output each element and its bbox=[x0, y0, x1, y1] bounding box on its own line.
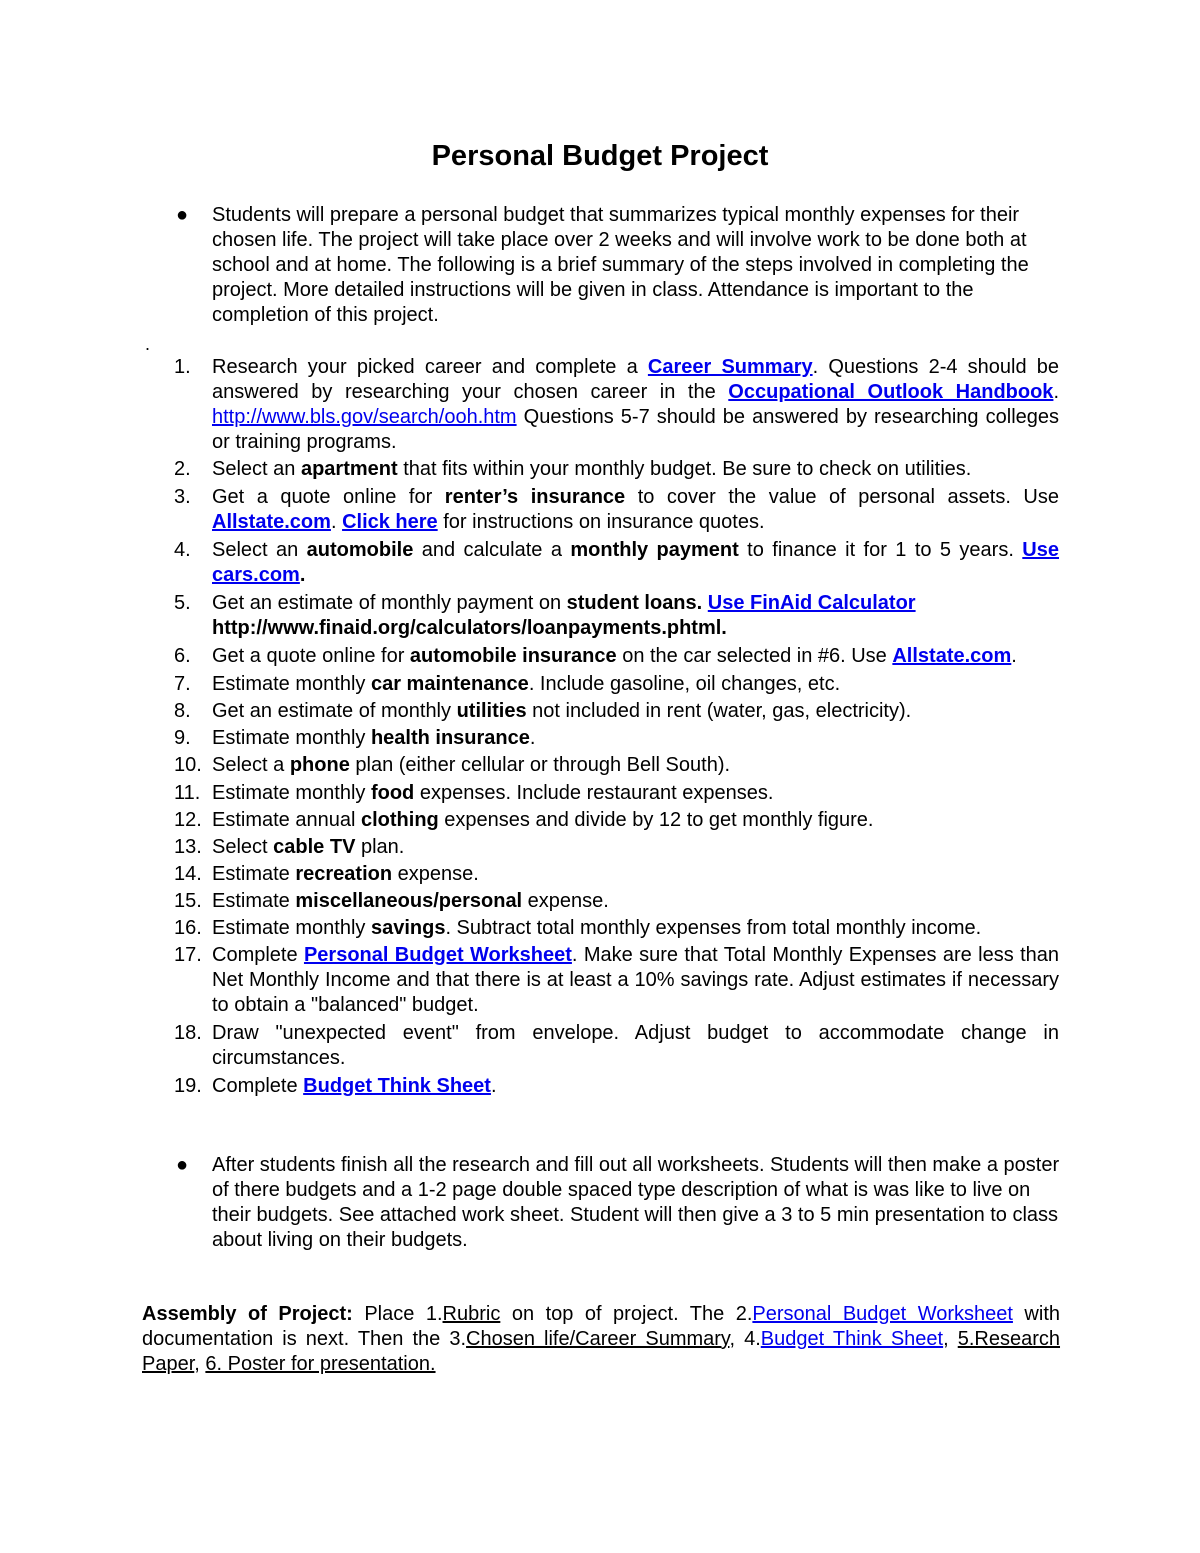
bullet-icon: ● bbox=[176, 1154, 189, 1176]
steps-list bbox=[174, 355, 1060, 1099]
step-number: 13. bbox=[174, 836, 202, 858]
budget-think-sheet-link[interactable]: Budget Think Sheet bbox=[303, 1075, 491, 1097]
step-text: Get an estimate of monthly payment on bbox=[212, 592, 567, 614]
poster-item: 6. Poster for presentation. bbox=[205, 1353, 436, 1375]
step-1 bbox=[174, 355, 1060, 455]
step-16 bbox=[174, 916, 1059, 941]
assembly-text: on top of project. The 2. bbox=[500, 1303, 753, 1325]
step-number: 17. bbox=[174, 944, 202, 966]
intro-paragraph bbox=[176, 203, 1062, 328]
step-11 bbox=[174, 781, 1059, 806]
step-14 bbox=[174, 862, 1059, 887]
step-10 bbox=[174, 753, 1059, 778]
step-13 bbox=[174, 835, 1059, 860]
career-summary-link[interactable]: Career Summary bbox=[647, 356, 813, 378]
step-text: . Questions 2-4 should be answered by researching your chosen career in the bbox=[212, 356, 1060, 403]
intro-text: Students will prepare a personal budget that summarizes typical monthly expenses for their chosen life. The project will take place over 2 weeks and will involve work to be done both at school and at home. The following is a brief summary of the steps involved in completing the project. More detailed instructions will be given in class. Attendance is important to the completion of this project. bbox=[212, 204, 1029, 326]
step-text: and calculate a bbox=[413, 539, 571, 561]
step-text: not included in rent (water, gas, electricity). bbox=[526, 700, 912, 722]
finaid-url: http://www.finaid.org/calculators/loanpayments.phtml. bbox=[212, 617, 727, 639]
step-number: 19. bbox=[174, 1075, 202, 1097]
step-text: Get a quote online for bbox=[212, 645, 410, 667]
step-12 bbox=[174, 808, 1059, 833]
step-text: expenses and divide by 12 to get monthly figure. bbox=[438, 809, 874, 831]
step-number: 15. bbox=[174, 890, 202, 912]
step-keyword: cable TV bbox=[273, 836, 356, 858]
step-text: . bbox=[1011, 645, 1017, 667]
step-text: Estimate monthly bbox=[212, 782, 371, 804]
step-keyword: miscellaneous/personal bbox=[295, 890, 523, 912]
step-text: Estimate monthly bbox=[212, 727, 371, 749]
research-paper-item: 5.Research Paper bbox=[142, 1328, 1061, 1375]
step-text: . bbox=[299, 564, 306, 586]
step-number: 1. bbox=[174, 356, 191, 378]
step-text: Estimate monthly bbox=[212, 917, 371, 939]
step-18 bbox=[174, 1021, 1059, 1071]
step-text: expenses. Include restaurant expenses. bbox=[414, 782, 774, 804]
step-text: Estimate bbox=[212, 863, 296, 885]
assembly-text: Place 1. bbox=[352, 1303, 443, 1325]
step-keyword: savings bbox=[370, 917, 446, 939]
step-text: . bbox=[1053, 381, 1059, 403]
step-text: Research your picked career and complete a bbox=[212, 356, 648, 378]
assembly-paragraph bbox=[142, 1302, 1060, 1377]
allstate-link-2[interactable]: Allstate.com bbox=[892, 645, 1012, 667]
step-number: 11. bbox=[174, 782, 201, 804]
think-sheet-link[interactable]: Budget Think Sheet bbox=[760, 1328, 944, 1350]
step-17 bbox=[174, 943, 1060, 1018]
step-text: . bbox=[330, 511, 343, 533]
step-5 bbox=[174, 591, 1059, 641]
step-8 bbox=[174, 699, 1059, 724]
assembly-text: with documentation is next. Then the 3. bbox=[142, 1303, 1060, 1350]
step-keyword: clothing bbox=[360, 809, 439, 831]
step-number: 18. bbox=[174, 1022, 202, 1044]
step-text: Select bbox=[212, 836, 274, 858]
career-summary-item: Chosen life/Career Summary bbox=[466, 1328, 730, 1350]
step-19 bbox=[174, 1074, 1059, 1099]
step-4 bbox=[174, 538, 1059, 588]
step-text: Get an estimate of monthly bbox=[212, 700, 457, 722]
step-text: that fits within your monthly budget. Be sure to check on utilities. bbox=[397, 458, 972, 480]
allstate-link[interactable]: Allstate.com bbox=[212, 511, 331, 533]
step-keyword: automobile insurance bbox=[409, 645, 617, 667]
cars-com-link[interactable]: Use cars.com bbox=[212, 539, 1059, 586]
step-number: 8. bbox=[174, 700, 191, 722]
step-keyword: recreation bbox=[295, 863, 393, 885]
step-number: 3. bbox=[174, 486, 191, 508]
page-title: Personal Budget Project bbox=[431, 140, 769, 172]
finaid-calculator-link[interactable]: Use FinAid Calculator bbox=[707, 592, 916, 614]
bullet-icon: ● bbox=[176, 204, 189, 226]
step-text: Select an bbox=[212, 458, 301, 480]
step-text: Get a quote online for bbox=[212, 486, 445, 508]
step-keyword: health insurance bbox=[370, 727, 530, 749]
step-number: 12. bbox=[174, 809, 202, 831]
step-number: 10. bbox=[174, 754, 202, 776]
step-text: . bbox=[529, 727, 536, 749]
step-keyword: phone bbox=[289, 754, 350, 776]
step-keyword: food bbox=[370, 782, 415, 804]
step-7 bbox=[174, 672, 1059, 697]
step-text: plan (either cellular or through Bell South). bbox=[349, 754, 731, 776]
personal-budget-worksheet-link[interactable]: Personal Budget Worksheet bbox=[303, 944, 572, 966]
step-keyword: automobile bbox=[306, 539, 414, 561]
step-text: Questions 5-7 should be answered by researching colleges or training programs. bbox=[212, 406, 1059, 453]
step-text: . bbox=[490, 1075, 497, 1097]
assembly-text: , bbox=[194, 1353, 206, 1375]
step-text: Complete bbox=[212, 944, 304, 966]
assembly-label: Assembly of Project: bbox=[142, 1303, 353, 1325]
closing-text: After students finish all the research and fill out all worksheets. Students will then make a poster of there budgets and a 1-2 page double spaced type description of what is was like to live on their budgets. See attached work sheet. Student will then give a 3 to 5 min presentation to class about living on their budgets. bbox=[212, 1154, 1060, 1251]
step-text: . Subtract total monthly expenses from total monthly income. bbox=[445, 917, 982, 939]
step-number: 2. bbox=[174, 458, 191, 480]
step-text: on the car selected in #6. Use bbox=[616, 645, 893, 667]
step-text: Estimate monthly bbox=[212, 673, 371, 695]
occupational-outlook-link[interactable]: Occupational Outlook Handbook bbox=[728, 381, 1054, 403]
step-number: 4. bbox=[174, 539, 191, 561]
step-text: Draw "unexpected event" from envelope. Adjust budget to accommodate change in circumstances. bbox=[212, 1022, 1059, 1069]
step-text: for instructions on insurance quotes. bbox=[437, 511, 765, 533]
step-number: 16. bbox=[174, 917, 202, 939]
step-3 bbox=[174, 485, 1059, 535]
step-text: to cover the value of personal assets. Use bbox=[625, 486, 1059, 508]
stray-mark: . bbox=[145, 334, 151, 354]
step-keyword: apartment bbox=[300, 458, 398, 480]
step-number: 7. bbox=[174, 673, 191, 695]
click-here-link[interactable]: Click here bbox=[342, 511, 438, 533]
step-text: expense. bbox=[522, 890, 609, 912]
step-keyword: car maintenance bbox=[370, 673, 529, 695]
step-keyword: student loans. bbox=[566, 592, 703, 614]
rubric-item: Rubric bbox=[442, 1303, 501, 1325]
assembly-text: , 4. bbox=[729, 1328, 761, 1350]
step-text: Select an bbox=[212, 539, 307, 561]
step-number: 5. bbox=[174, 592, 191, 614]
step-text: plan. bbox=[355, 836, 405, 858]
step-text: . Include gasoline, oil changes, etc. bbox=[528, 673, 841, 695]
step-text: . Make sure that Total Monthly Expenses are less than Net Monthly Income and that there is at least a 10% savings rate. Adjust estimates if necessary to obtain a "balanced" budget. bbox=[212, 944, 1060, 1016]
step-text: Estimate bbox=[212, 890, 296, 912]
step-keyword: utilities bbox=[456, 700, 527, 722]
worksheet-link[interactable]: Personal Budget Worksheet bbox=[752, 1303, 1013, 1325]
step-6 bbox=[174, 644, 1059, 669]
closing-paragraph bbox=[176, 1153, 1062, 1253]
step-keyword: renter’s insurance bbox=[444, 486, 626, 508]
step-text: Complete bbox=[212, 1075, 304, 1097]
step-9 bbox=[174, 726, 1059, 751]
step-number: 6. bbox=[174, 645, 191, 667]
step-text: Estimate annual bbox=[212, 809, 361, 831]
step-keyword: monthly payment bbox=[570, 539, 739, 561]
step-15 bbox=[174, 889, 1059, 914]
step-number: 14. bbox=[174, 863, 202, 885]
bls-url-link[interactable]: http://www.bls.gov/search/ooh.htm bbox=[212, 406, 517, 428]
step-text: Select a bbox=[212, 754, 290, 776]
step-text: expense. bbox=[392, 863, 479, 885]
step-text: to finance it for 1 to 5 years. bbox=[738, 539, 1023, 561]
assembly-text: , bbox=[943, 1328, 958, 1350]
step-2 bbox=[174, 457, 1059, 482]
step-number: 9. bbox=[174, 727, 191, 749]
